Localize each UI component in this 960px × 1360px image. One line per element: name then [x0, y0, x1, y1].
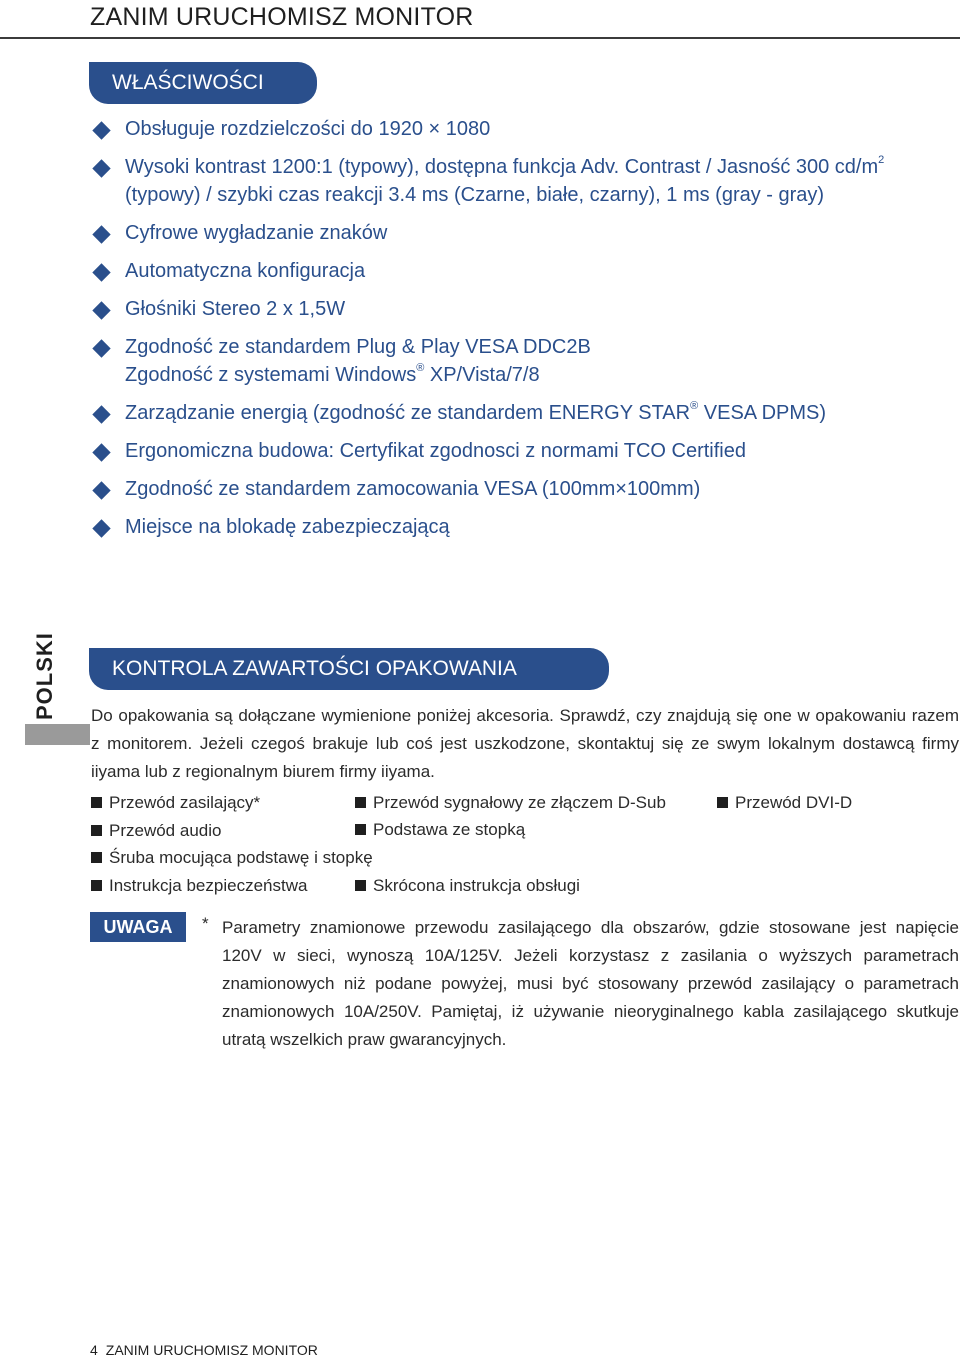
contents-intro: Do opakowania są dołączane wymienione poniżej akcesoria. Sprawdź, czy znajdują się one w opakowaniu razem z monitorem. Jeżeli czegoś brakuje lub coś jest uszkodzone, skontaktuj się ze swym lokalnym dostawcą firmy iiyama lub z regionalnym biurem firmy iiyama. — [91, 706, 959, 781]
language-side-tab — [25, 620, 65, 745]
note-text: Parametry znamionowe przewodu zasilającego dla obszarów, gdzie stosowane jest napięcie 120V w sieci, wynoszą 10A/125V. Jeżeli korzystasz z zasilania o wyższych parametrach znamionowych niż podane powyżej, musi być stosowany przewód zasilający o parametrach znamionowych 10A/250V. Pamiętaj, iż używanie nieoryginalnego kabla zasilającego skutkuje utratą wszelkich praw gwarancyjnych. — [222, 918, 959, 1049]
square-bullet-icon — [91, 797, 102, 808]
square-bullet-icon — [91, 852, 102, 863]
page-title: ZANIM URUCHOMISZ MONITOR — [90, 3, 474, 31]
language-tab-bar — [25, 724, 90, 745]
diamond-bullet-icon — [92, 405, 110, 423]
feature-item: Zgodność ze standardem Plug & Play VESA DDC2B Zgodność z systemami Windows® XP/Vista/7/8 — [93, 333, 960, 389]
footer-title: ZANIM URUCHOMISZ MONITOR — [105, 1342, 318, 1358]
accessory-item: Skrócona instrukcja obsługi — [355, 876, 580, 896]
feature-item: Głośniki Stereo 2 x 1,5W — [93, 295, 960, 323]
accessory-item: Przewód DVI-D — [717, 793, 852, 813]
feature-item: Obsługuje rozdzielczości do 1920 × 1080 — [93, 115, 960, 143]
diamond-bullet-icon — [92, 519, 110, 537]
diamond-bullet-icon — [92, 225, 110, 243]
square-bullet-icon — [355, 797, 366, 808]
diamond-bullet-icon — [92, 159, 110, 177]
accessory-item: Przewód audio — [91, 821, 221, 841]
feature-item: Miejsce na blokadę zabezpieczającą — [93, 513, 960, 541]
diamond-bullet-icon — [92, 121, 110, 139]
features-list — [93, 115, 960, 541]
language-label: POLSKI — [32, 632, 57, 720]
title-divider — [0, 37, 960, 39]
accessory-item: Podstawa ze stopką — [355, 820, 525, 840]
square-bullet-icon — [91, 825, 102, 836]
diamond-bullet-icon — [92, 339, 110, 357]
diamond-bullet-icon — [92, 263, 110, 281]
accessory-item: Przewód zasilający* — [91, 793, 260, 813]
feature-item: Automatyczna konfiguracja — [93, 257, 960, 285]
diamond-bullet-icon — [92, 481, 110, 499]
square-bullet-icon — [717, 797, 728, 808]
accessory-item: Śruba mocująca podstawę i stopkę — [91, 848, 373, 868]
feature-item: Ergonomiczna budowa: Certyfikat zgodnosci z normami TCO Certified — [93, 437, 960, 465]
square-bullet-icon — [355, 824, 366, 835]
note-marker: * — [202, 914, 209, 933]
diamond-bullet-icon — [92, 301, 110, 319]
feature-item: Zarządzanie energią (zgodność ze standardem ENERGY STAR® VESA DPMS) — [93, 399, 960, 427]
square-bullet-icon — [91, 880, 102, 891]
square-bullet-icon — [355, 880, 366, 891]
page-number: 4 — [90, 1342, 98, 1358]
feature-item: Zgodność ze standardem zamocowania VESA (100mm×100mm) — [93, 475, 960, 503]
page-footer — [90, 1342, 326, 1358]
note-badge: UWAGA — [90, 912, 186, 942]
diamond-bullet-icon — [92, 443, 110, 461]
accessory-item: Instrukcja bezpieczeństwa — [91, 876, 307, 896]
features-heading: WŁAŚCIWOŚCI — [90, 63, 316, 103]
feature-item: Cyfrowe wygładzanie znaków — [93, 219, 960, 247]
contents-heading: KONTROLA ZAWARTOŚCI OPAKOWANIA — [90, 649, 608, 689]
feature-item: Wysoki kontrast 1200:1 (typowy), dostępna funkcja Adv. Contrast / Jasność 300 $cd/m^2$ (typowy) / szybki czas reakcji 3.4 ms (Czarne, białe, czarny), 1 ms (gray - gray) — [93, 153, 960, 209]
accessory-item: Przewód sygnałowy ze złączem D-Sub — [355, 793, 666, 813]
